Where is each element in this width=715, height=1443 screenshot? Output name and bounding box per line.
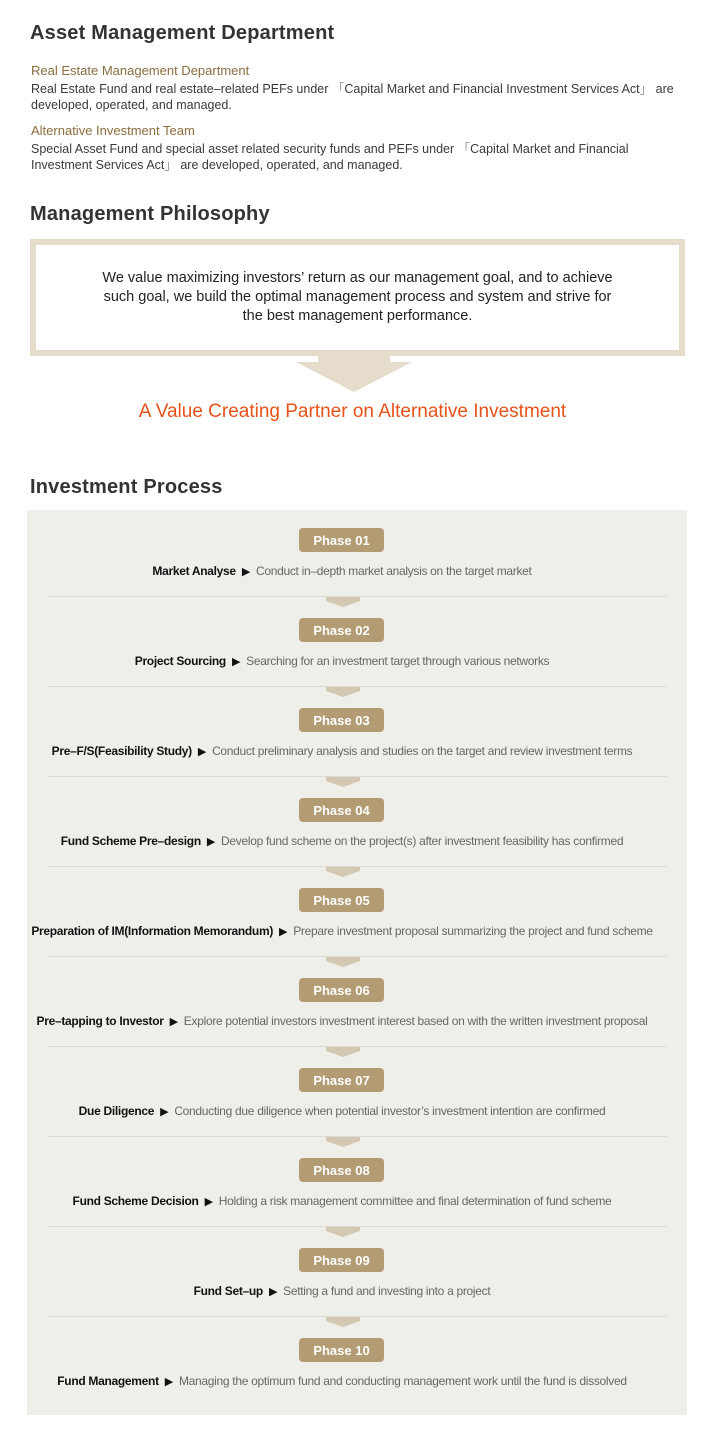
phase-separator [47, 1226, 667, 1227]
phase-name: Preparation of IM(Information Memorandum) [31, 924, 274, 938]
process-title: Investment Process [30, 476, 223, 498]
phase-name: Project Sourcing [134, 654, 226, 668]
phase-description [27, 1194, 657, 1208]
phase-name: Fund Management [57, 1374, 159, 1388]
phase-description [27, 1374, 657, 1388]
phase-text: Setting a fund and investing into a project [283, 1284, 491, 1298]
phase-text: Prepare investment proposal summarizing the project and fund scheme [293, 924, 653, 938]
triangle-right-icon: ▶ [164, 1376, 173, 1388]
phase-name: Fund Scheme Decision [72, 1194, 199, 1208]
phase-badge: Phase 05 [299, 888, 384, 912]
phase-badge: Phase 03 [299, 708, 384, 732]
phase-separator [47, 1046, 667, 1047]
phase-name: Fund Scheme Pre–design [60, 834, 201, 848]
phase-badge: Phase 01 [299, 528, 384, 552]
philosophy-statement: We value maximizing investors’ return as our management goal, and to achieve such goal, we build the optimal management process and system and strive for the best management performance. [102, 270, 613, 324]
process-phase [27, 780, 687, 870]
asset-dept-title: Asset Management Department [30, 22, 335, 44]
phase-separator [47, 1316, 667, 1317]
phase-separator [47, 1136, 667, 1137]
triangle-right-icon: ▶ [204, 1196, 213, 1208]
phase-badge: Phase 10 [299, 1338, 384, 1362]
phase-text: Managing the optimum fund and conducting management work until the fund is dissolved [178, 1374, 627, 1388]
process-phase [27, 510, 687, 600]
phase-description [27, 654, 657, 668]
phase-badge: Phase 06 [299, 978, 384, 1002]
phase-text: Explore potential investors investment interest based on with the written investment proposal [183, 1014, 648, 1028]
phase-separator [47, 596, 667, 597]
slogan: A Value Creating Partner on Alternative Investment [138, 401, 567, 422]
phase-badge: Phase 04 [299, 798, 384, 822]
phase-description [27, 834, 657, 848]
phase-description [27, 564, 657, 578]
phase-description [27, 1014, 657, 1028]
phase-name: Pre–tapping to Investor [36, 1014, 164, 1028]
triangle-right-icon: ▶ [197, 746, 207, 758]
alt-investment-body: Special Asset Fund and special asset related security funds and PEFs under 「Capital Market and Financial Investment Services Act」 are developed, operated, and managed. [31, 142, 629, 172]
phase-name: Fund Set–up [193, 1284, 263, 1298]
phase-text: Holding a risk management committee and final determination of fund scheme [218, 1194, 612, 1208]
phase-name: Due Diligence [78, 1104, 155, 1118]
process-panel [27, 510, 687, 1415]
phase-description [27, 1104, 657, 1118]
phase-name: Market Analyse [152, 564, 236, 578]
process-phase [27, 1140, 687, 1230]
philosophy-box [30, 239, 685, 356]
phase-description [27, 1284, 657, 1298]
alt-investment-heading: Alternative Investment Team [31, 123, 195, 138]
triangle-right-icon: ▶ [206, 836, 216, 848]
process-phase [27, 600, 687, 690]
phase-text: Conduct in–depth market analysis on the target market [255, 564, 532, 578]
process-phase [27, 870, 687, 960]
triangle-right-icon: ▶ [268, 1286, 278, 1298]
phase-name: Pre–F/S(Feasibility Study) [51, 744, 192, 758]
phase-text: Develop fund scheme on the project(s) after investment feasibility has confirmed [221, 834, 624, 848]
phase-text: Conducting due diligence when potential investor’s investment intention are confirmed [174, 1104, 606, 1118]
phase-separator [47, 776, 667, 777]
phase-separator [47, 956, 667, 957]
phase-text: Searching for an investment target through various networks [246, 654, 550, 668]
real-estate-dept-heading: Real Estate Management Department [31, 63, 250, 78]
phase-badge: Phase 08 [299, 1158, 384, 1182]
real-estate-dept-body: Real Estate Fund and real estate–related PEFs under 「Capital Market and Financial Investment Services Act」 are developed, operated, and managed. [31, 82, 674, 112]
process-phase [27, 1050, 687, 1140]
process-phase [27, 1230, 687, 1320]
phase-description [27, 744, 657, 758]
phase-badge: Phase 07 [299, 1068, 384, 1092]
triangle-right-icon: ▶ [160, 1106, 169, 1118]
triangle-right-icon: ▶ [231, 656, 241, 668]
phase-description [27, 924, 657, 938]
philosophy-title: Management Philosophy [30, 203, 270, 225]
process-phase [27, 960, 687, 1050]
phase-separator [47, 866, 667, 867]
phase-separator [47, 686, 667, 687]
process-phase [27, 1320, 687, 1410]
triangle-right-icon: ▶ [279, 926, 288, 938]
triangle-right-icon: ▶ [241, 566, 250, 578]
phase-badge: Phase 02 [299, 618, 384, 642]
phase-badge: Phase 09 [299, 1248, 384, 1272]
phase-text: Conduct preliminary analysis and studies on the target and review investment terms [212, 744, 633, 758]
process-phase [27, 690, 687, 780]
down-arrow-icon [296, 362, 412, 392]
triangle-right-icon: ▶ [169, 1016, 178, 1028]
